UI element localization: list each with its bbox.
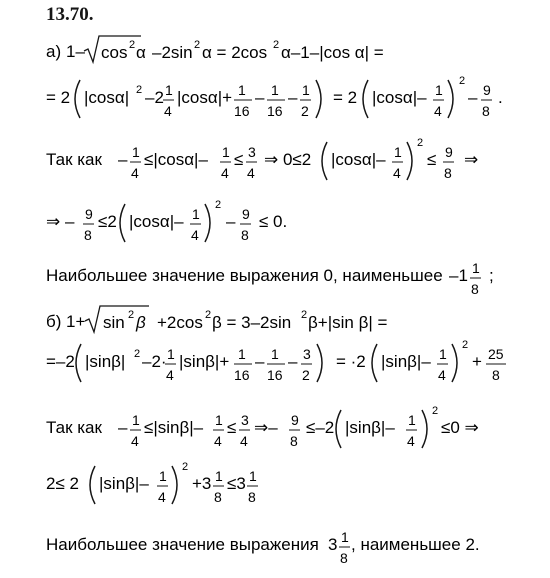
tak-kak-b: Так как — [46, 418, 102, 437]
svg-text:1: 1 — [238, 346, 246, 362]
svg-text:16: 16 — [234, 367, 250, 383]
svg-text:= 2: = 2 — [333, 88, 358, 107]
svg-text:16: 16 — [234, 103, 250, 119]
svg-text:|sinβ|: |sinβ| — [85, 352, 126, 371]
part-b-line-1 — [46, 304, 546, 338]
svg-text:1: 1 — [238, 82, 246, 98]
svg-text:≤3: ≤3 — [227, 474, 246, 493]
svg-text:α: α — [136, 43, 146, 62]
svg-text:⇒ 0≤2: ⇒ 0≤2 — [264, 150, 312, 169]
svg-text:8: 8 — [492, 367, 500, 383]
svg-text:9: 9 — [445, 144, 453, 160]
part-a-conclusion-text: Наибольшее значение выражения 0, наименьшее — [46, 266, 443, 285]
svg-text:25: 25 — [488, 346, 504, 362]
svg-text:2: 2 — [128, 309, 135, 321]
part-b-conclusion-prefix: Наибольшее значение выражения — [46, 535, 319, 554]
svg-text:3: 3 — [241, 412, 249, 428]
svg-text:;: ; — [489, 266, 494, 285]
part-b-line-4 — [46, 456, 546, 516]
svg-text:cos: cos — [101, 43, 128, 62]
svg-text:|sinβ|+: |sinβ|+ — [179, 352, 230, 371]
svg-text:16: 16 — [267, 103, 283, 119]
svg-text:4: 4 — [131, 165, 139, 181]
svg-text:|sinβ|–: |sinβ|– — [99, 474, 149, 493]
svg-text:–2·: –2· — [142, 352, 167, 371]
svg-text:= ·2: = ·2 — [336, 352, 366, 371]
svg-text:16: 16 — [267, 367, 283, 383]
part-a-line-4 — [46, 194, 546, 252]
svg-text:1: 1 — [222, 144, 230, 160]
svg-text:–: – — [288, 352, 298, 371]
part-a-label: а) — [46, 42, 62, 61]
svg-text:1: 1 — [302, 82, 310, 98]
svg-text:8: 8 — [482, 103, 490, 119]
svg-text:sin: sin — [103, 313, 125, 332]
part-b-conclusion-suffix: , наименьшее 2. — [351, 535, 480, 554]
svg-text:9: 9 — [291, 412, 299, 428]
problem-number: 13.70. — [46, 4, 94, 25]
svg-text:+: + — [472, 352, 482, 371]
part-b-line-2 — [46, 334, 546, 392]
svg-text:2: 2 — [432, 405, 439, 417]
svg-text:≤2: ≤2 — [98, 212, 117, 231]
part-b-conclusion — [46, 522, 546, 574]
svg-text:4: 4 — [221, 165, 229, 181]
svg-text:|cosα|–: |cosα|– — [129, 212, 184, 231]
svg-text:1: 1 — [167, 346, 175, 362]
svg-text:1: 1 — [439, 346, 447, 362]
svg-text:4: 4 — [240, 433, 248, 449]
svg-text:–2sin: –2sin — [152, 43, 193, 62]
svg-text:9: 9 — [483, 82, 491, 98]
svg-text:4: 4 — [434, 103, 442, 119]
svg-text:4: 4 — [131, 433, 139, 449]
svg-text:–: – — [226, 212, 236, 231]
svg-text:⇒: ⇒ — [464, 150, 479, 169]
svg-text:|cosα|+: |cosα|+ — [177, 88, 233, 107]
svg-text:–2: –2 — [145, 88, 164, 107]
svg-text:α = 2cos: α = 2cos — [202, 43, 268, 62]
svg-text:8: 8 — [471, 281, 479, 297]
part-a-line-1 — [46, 34, 546, 68]
svg-text:2: 2 — [136, 84, 143, 96]
svg-text:1: 1 — [192, 206, 200, 222]
svg-text:1: 1 — [271, 346, 279, 362]
svg-text:|cosα|: |cosα| — [84, 88, 130, 107]
svg-text:9: 9 — [242, 206, 250, 222]
svg-text:|cosα|–: |cosα|– — [331, 150, 386, 169]
svg-text:3: 3 — [303, 346, 311, 362]
svg-text:2: 2 — [301, 309, 308, 321]
svg-text:2: 2 — [205, 309, 212, 321]
svg-text:= 2: = 2 — [46, 88, 71, 107]
svg-text:8: 8 — [214, 489, 222, 505]
svg-text:–: – — [255, 88, 265, 107]
svg-text:2: 2 — [417, 137, 424, 149]
svg-text:–: – — [118, 418, 128, 437]
svg-text:1: 1 — [341, 529, 349, 545]
svg-text:4: 4 — [158, 489, 166, 505]
svg-text:1–: 1– — [66, 42, 85, 61]
svg-text:2: 2 — [302, 367, 310, 383]
svg-text:4: 4 — [166, 367, 174, 383]
svg-text:|cosα|–: |cosα|– — [372, 88, 427, 107]
svg-text:1: 1 — [472, 260, 480, 276]
svg-text:–: – — [255, 352, 265, 371]
part-a-line-3 — [46, 132, 546, 190]
svg-text:9: 9 — [85, 206, 93, 222]
svg-text:1: 1 — [215, 468, 223, 484]
svg-text:≤: ≤ — [234, 150, 244, 169]
part-a-conclusion — [46, 254, 546, 304]
svg-text:⇒ –: ⇒ – — [46, 212, 75, 231]
svg-text:β: β — [136, 313, 146, 332]
svg-text:1: 1 — [215, 412, 223, 428]
svg-text:≤: ≤ — [227, 418, 237, 437]
svg-text:4: 4 — [247, 165, 255, 181]
svg-text:2: 2 — [273, 39, 280, 51]
svg-text:α–1–|cos α| =: α–1–|cos α| = — [281, 43, 384, 62]
svg-text:β+|sin β| =: β+|sin β| = — [308, 313, 388, 332]
svg-text:1: 1 — [394, 144, 402, 160]
svg-text:2: 2 — [182, 461, 189, 473]
svg-text:≤–2: ≤–2 — [306, 418, 335, 437]
svg-text:2: 2 — [459, 75, 466, 87]
svg-text:4: 4 — [393, 165, 401, 181]
svg-text:4: 4 — [438, 367, 446, 383]
tak-kak-a: Так как — [46, 150, 102, 169]
svg-text:1: 1 — [132, 412, 140, 428]
svg-text:3: 3 — [248, 144, 256, 160]
svg-text:≤|cosα|–: ≤|cosα|– — [144, 150, 208, 169]
svg-text:.: . — [498, 88, 503, 107]
svg-text:1: 1 — [271, 82, 279, 98]
svg-text:4: 4 — [191, 227, 199, 243]
svg-text:1+: 1+ — [66, 312, 86, 331]
svg-text:1: 1 — [435, 82, 443, 98]
svg-text:≤|sinβ|–: ≤|sinβ|– — [144, 418, 204, 437]
svg-text:=–2: =–2 — [46, 352, 75, 371]
svg-text:≤: ≤ — [427, 150, 437, 169]
svg-text:≤ 0.: ≤ 0. — [259, 212, 288, 231]
svg-text:–1: –1 — [449, 266, 468, 285]
svg-text:–: – — [118, 150, 128, 169]
part-a-line-2 — [46, 70, 546, 128]
svg-text:8: 8 — [290, 433, 298, 449]
svg-text:2≤ 2: 2≤ 2 — [46, 474, 79, 493]
svg-text:|sinβ|–: |sinβ|– — [381, 352, 431, 371]
svg-text:2: 2 — [129, 39, 136, 51]
svg-text:–: – — [468, 88, 478, 107]
svg-text:8: 8 — [241, 227, 249, 243]
svg-text:+2cos: +2cos — [157, 313, 203, 332]
svg-text:4: 4 — [214, 433, 222, 449]
svg-text:3: 3 — [328, 535, 338, 554]
svg-text:1: 1 — [165, 82, 173, 98]
svg-text:8: 8 — [84, 227, 92, 243]
part-b-line-3 — [46, 400, 546, 458]
svg-text:⇒–: ⇒– — [254, 418, 278, 437]
svg-text:2: 2 — [134, 348, 141, 360]
svg-text:8: 8 — [340, 550, 348, 566]
svg-text:8: 8 — [248, 489, 256, 505]
svg-text:1: 1 — [159, 468, 167, 484]
svg-text:2: 2 — [301, 103, 309, 119]
svg-text:+3: +3 — [192, 474, 212, 493]
svg-text:2: 2 — [215, 199, 222, 211]
svg-text:8: 8 — [444, 165, 452, 181]
svg-text:4: 4 — [164, 103, 172, 119]
part-b-label: б) — [46, 312, 62, 331]
svg-text:2: 2 — [462, 339, 469, 351]
svg-text:1: 1 — [249, 468, 257, 484]
svg-text:|sinβ|–: |sinβ|– — [345, 418, 395, 437]
svg-text:2: 2 — [194, 39, 201, 51]
svg-text:β = 3–2sin: β = 3–2sin — [212, 313, 292, 332]
svg-text:1: 1 — [408, 412, 416, 428]
svg-text:≤0 ⇒: ≤0 ⇒ — [441, 418, 479, 437]
svg-text:4: 4 — [407, 433, 415, 449]
svg-text:–: – — [288, 88, 298, 107]
svg-text:1: 1 — [132, 144, 140, 160]
